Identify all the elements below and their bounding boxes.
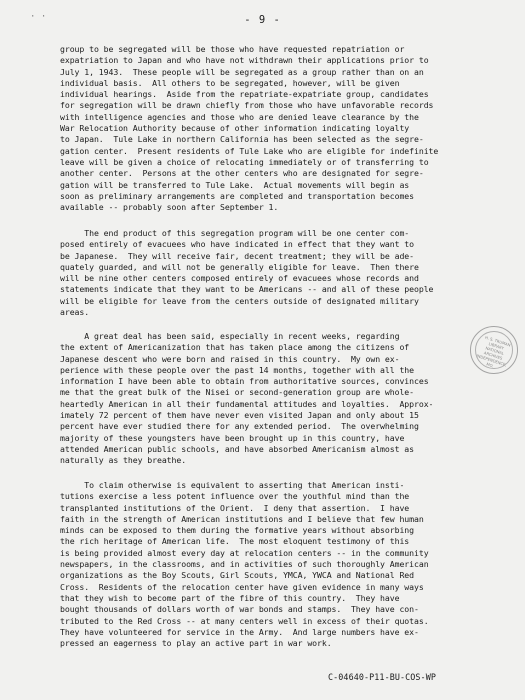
- text-line: the rich heritage of American life. The most eloquent testimony of this: [60, 536, 410, 547]
- text-line: soon as preliminary arrangements are completed and transportation becomes: [60, 190, 414, 201]
- page-number: - 9 -: [244, 14, 281, 26]
- text-line: with intelligence agencies and those who are denied leave clearance by the: [60, 111, 419, 122]
- text-line: individual basis. All others to be segregated, however, will be given: [60, 77, 400, 88]
- text-line: Japanese descent who were born and raised in this country. My own ex-: [60, 353, 400, 364]
- text-line: leave will be given a choice of relocating immediately or of transferring to: [60, 156, 429, 167]
- text-line: information I have been able to obtain from authoritative sources, convinces: [60, 376, 429, 387]
- text-line: me that the great bulk of the Nisei or second-generation group are whole-: [60, 387, 414, 398]
- text-line: is being provided almost every day at relocation centers -- in the community: [60, 547, 429, 558]
- text-line: statements indicate that they want to be Americans -- and all of these people: [60, 284, 434, 295]
- text-line: gation will be transferred to Tule Lake. Actual movements will begin as: [60, 179, 410, 190]
- text-line: transplanted institutions of the Orient. I deny that assertion. I have: [60, 502, 410, 513]
- text-line: attended American public schools, and have absorbed Americanism almost as: [60, 443, 414, 454]
- text-line: individual hearings. Aside from the repatriate-expatriate group, candidates: [60, 89, 429, 100]
- paragraph-4: [60, 480, 492, 649]
- text-line: tributed to the Red Cross -- at many centers well in excess of their quotas.: [60, 615, 429, 626]
- text-line: pressed an eagerness to play an active part in war work.: [60, 638, 332, 649]
- text-line: bought thousands of dollars worth of war bonds and stamps. They have con-: [60, 604, 419, 615]
- text-line: War Relocation Authority because of other information indicating loyalty: [60, 123, 410, 134]
- text-line: To claim otherwise is equivalent to asserting that American insti-: [60, 480, 405, 490]
- text-line: minds can be exposed to them during the formative years without absorbing: [60, 525, 414, 536]
- text-line: They have volunteered for service in the Army. And large numbers have ex-: [60, 626, 419, 637]
- corner-mark: · ·: [30, 12, 47, 22]
- text-line: group to be segregated will be those who have requested repatriation or: [60, 44, 405, 54]
- text-line: heartedly American in all their fundamental attitudes and loyalties. Approx-: [60, 398, 434, 409]
- library-stamp: [470, 326, 518, 374]
- text-line: quately guarded, and will not be generally eligible for leave. Then there: [60, 261, 419, 272]
- text-line: July 1, 1943. These people will be segregated as a group rather than on an: [60, 66, 424, 77]
- text-line: naturally as they breathe.: [60, 455, 187, 466]
- text-line: organizations as the Boy Scouts, Girl Scouts, YMCA, YWCA and National Red: [60, 570, 414, 581]
- text-line: gation center. Present residents of Tule Lake who are eligible for indefinite: [60, 145, 439, 156]
- text-line: will be nine other centers composed entirely of evacuees whose records and: [60, 273, 419, 284]
- text-line: that they wish to become part of the fibre of this country. They have: [60, 592, 400, 603]
- text-line: percent have ever studied there for any extended period. The overwhelming: [60, 421, 419, 432]
- paragraph-2: [60, 228, 492, 318]
- text-line: Cross. Residents of the relocation center have given evidence in many ways: [60, 581, 424, 592]
- stamp-text: H. S. TRUMAN LIBRARY NATIONAL ARCHIVES INDEPENDENCE, MO.: [476, 334, 512, 369]
- text-line: areas.: [60, 307, 90, 318]
- text-line: to Japan. Tule Lake in northern California has been selected as the segre-: [60, 134, 424, 145]
- text-line: expatriation to Japan and who have not withdrawn their applications prior to: [60, 55, 429, 66]
- text-line: tutions exercise a less potent influence over the youthful mind than the: [60, 491, 410, 502]
- text-line: newspapers, in the classrooms, and in activities of such thoroughly American: [60, 559, 429, 570]
- text-line: another center. Persons at the other centers who are designated for segre-: [60, 168, 424, 179]
- text-line: will be eligible for leave from the centers outside of designated military: [60, 295, 419, 306]
- text-line: the extent of Americanization that has taken place among the citizens of: [60, 342, 410, 353]
- paragraph-1: [60, 44, 492, 213]
- text-line: be Japanese. They will receive fair, decent treatment; they will be ade-: [60, 250, 414, 261]
- text-line: posed entirely of evacuees who have indicated in effect that they want to: [60, 239, 414, 250]
- text-line: faith in the strength of American institutions and I believe that few human: [60, 513, 424, 524]
- text-line: A great deal has been said, especially in recent weeks, regarding: [60, 331, 400, 341]
- text-line: perience with these people over the past 14 months, together with all the: [60, 364, 414, 375]
- text-line: for segregation will be drawn chiefly from those who have unfavorable records: [60, 100, 434, 111]
- text-line: available -- probably soon after September 1.: [60, 202, 279, 213]
- text-line: majority of these youngsters have been brought up in this country, have: [60, 432, 405, 443]
- paragraph-3: [60, 331, 492, 467]
- text-line: imately 72 percent of them have never even visited Japan and only about 15: [60, 410, 419, 421]
- document-code: C-04640-P11-BU-COS-WP: [328, 672, 436, 682]
- text-line: The end product of this segregation program will be one center com-: [60, 228, 410, 238]
